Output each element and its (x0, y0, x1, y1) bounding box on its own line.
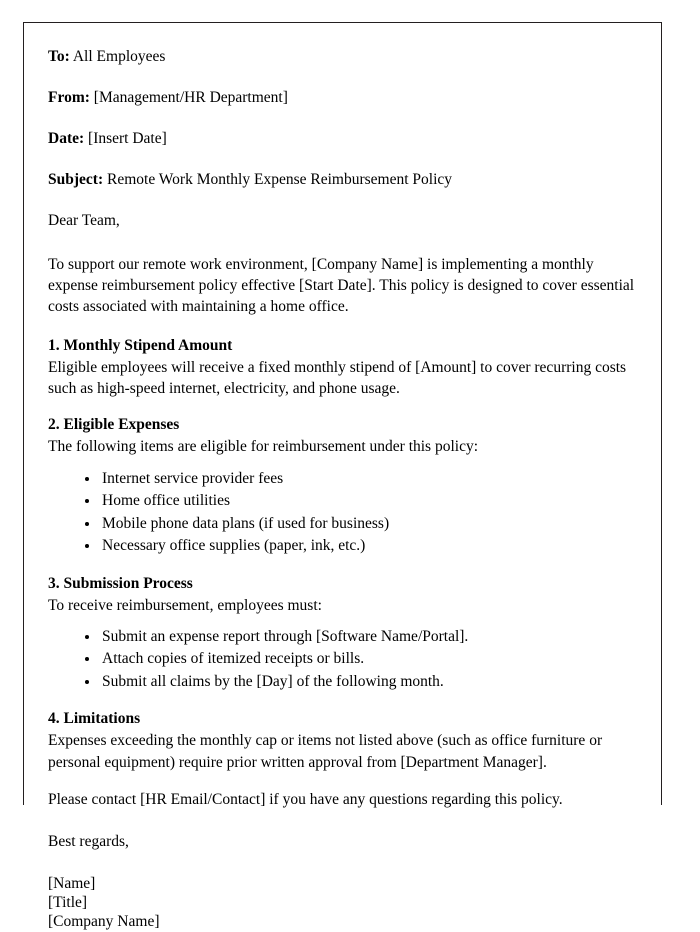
memo-field-subject-value: Remote Work Monthly Expense Reimbursement Policy (106, 170, 453, 188)
memo-field-subject (48, 170, 635, 191)
memo-field-from-label: From: (48, 88, 90, 106)
signature-title: [Title] (48, 894, 88, 912)
memo-field-from (48, 88, 635, 109)
signature-block (48, 875, 635, 932)
signoff: Best regards, (48, 833, 129, 851)
list-item: • Submit an expense report through [Software Name/Portal]. (100, 626, 635, 648)
section-intro: The following items are eligible for reimbursement under this policy: (48, 438, 479, 456)
section-heading: 4. Limitations (48, 710, 141, 728)
section-submission-process (48, 574, 635, 694)
memo-page (23, 22, 662, 931)
list-item: • Home office utilities (100, 490, 635, 512)
list-item: • Submit all claims by the [Day] of the following month. (100, 671, 635, 693)
list-item: • Attach copies of itemized receipts or bills. (100, 648, 635, 670)
memo-content (24, 23, 661, 932)
salutation: Dear Team, (48, 211, 120, 229)
memo-field-to (48, 47, 635, 68)
section-monthly-stipend-amount (48, 336, 635, 400)
section-intro: Eligible employees will receive a fixed monthly stipend of [Amount] to cover recurring costs such as high-speed internet, electricity, and phone usage. (48, 358, 627, 398)
section-limitations (48, 709, 635, 773)
memo-field-date-value: [Insert Date] (88, 129, 167, 147)
section-intro: Expenses exceeding the monthly cap or items not listed above (such as office furniture or personal equipment) require prior written approval from [Department Manager]. (48, 732, 603, 771)
section-intro: To receive reimbursement, employees must: (48, 596, 322, 614)
eligible-expenses-list (48, 468, 635, 558)
list-item: • Necessary office supplies (paper, ink, etc.) (100, 535, 635, 557)
section-heading: 1. Monthly Stipend Amount (48, 336, 233, 354)
section-heading: 2. Eligible Expenses (48, 416, 180, 434)
memo-field-to-label: To: (48, 48, 70, 65)
signature-company: [Company Name] (48, 913, 160, 931)
section-eligible-expenses (48, 415, 635, 557)
intro-paragraph: To support our remote work environment, [Company Name] is implementing a monthly expense reimbursement policy effective [Start Date]. This policy is designed to cover essential costs associated with maintaining a home office. (48, 255, 635, 316)
memo-field-date-label: Date: (48, 129, 85, 147)
list-item: • Mobile phone data plans (if used for business) (100, 513, 635, 535)
list-item: • Internet service provider fees (100, 468, 635, 490)
memo-field-to-value: All Employees (72, 48, 166, 65)
submission-process-list (48, 626, 635, 693)
memo-field-from-value: [Management/HR Department] (93, 88, 288, 106)
memo-field-subject-label: Subject: (48, 170, 104, 188)
memo-header-fields (48, 47, 635, 191)
section-heading: 3. Submission Process (48, 574, 193, 592)
memo-field-date (48, 129, 635, 150)
signature-name: [Name] (48, 875, 96, 893)
contact-paragraph: Please contact [HR Email/Contact] if you have any questions regarding this policy. (48, 790, 563, 808)
